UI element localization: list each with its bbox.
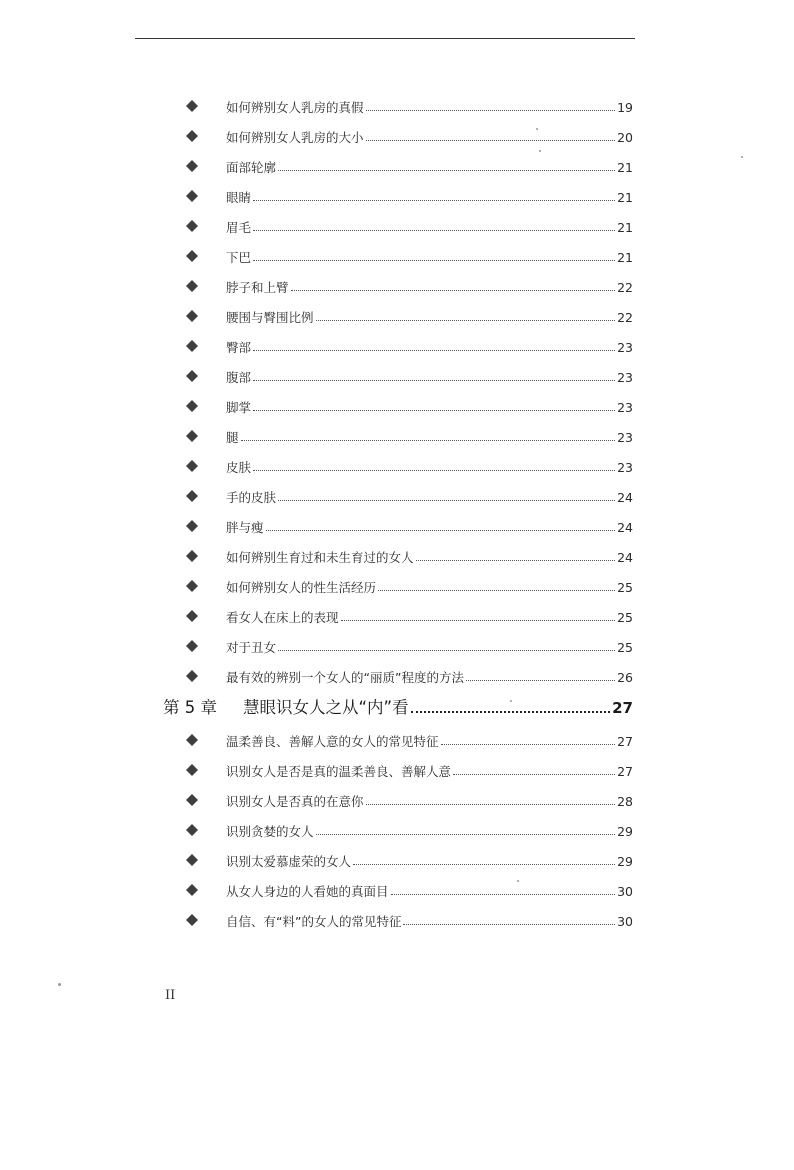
toc-entry-title: 眉毛 (226, 219, 252, 235)
toc-entry-title: 看女人在床上的表现 (226, 609, 339, 625)
dot-leader (253, 200, 615, 201)
toc-entry-page: 21 (617, 249, 633, 265)
toc-entry[interactable] (185, 756, 633, 780)
diamond-bullet-icon (185, 309, 199, 323)
diamond-bullet-icon (185, 189, 199, 203)
toc-entry[interactable] (185, 272, 633, 296)
toc-entry-title: 如何辨别女人乳房的真假 (226, 99, 364, 115)
toc-entry[interactable] (185, 662, 633, 686)
diamond-bullet-icon (185, 249, 199, 263)
dot-leader (453, 774, 615, 775)
toc-entry-page: 25 (617, 639, 633, 655)
toc-entry[interactable] (185, 542, 633, 566)
dot-leader (316, 320, 616, 321)
chapter-number: 第 5 章 (163, 697, 217, 717)
dot-leader (378, 590, 615, 591)
diamond-bullet-icon (185, 669, 199, 683)
dot-leader (416, 560, 616, 561)
toc-entry-page: 29 (617, 823, 633, 839)
diamond-bullet-icon (185, 489, 199, 503)
toc-entry-title: 最有效的辨别一个女人的“丽质”程度的方法 (226, 669, 464, 685)
scan-speck (58, 983, 61, 986)
toc-entry[interactable] (185, 846, 633, 870)
toc-entry[interactable] (185, 482, 633, 506)
diamond-bullet-icon (185, 129, 199, 143)
diamond-bullet-icon (185, 459, 199, 473)
diamond-bullet-icon (185, 853, 199, 867)
header-rule (135, 38, 635, 39)
toc-entry-title: 腰围与臀围比例 (226, 309, 314, 325)
toc-entry-title: 温柔善良、善解人意的女人的常见特征 (226, 733, 439, 749)
toc-entry[interactable] (185, 816, 633, 840)
toc-entry-page: 23 (617, 339, 633, 355)
toc-entry-title: 脖子和上臂 (226, 279, 289, 295)
scan-speck (510, 700, 512, 702)
diamond-bullet-icon (185, 609, 199, 623)
diamond-bullet-icon (185, 913, 199, 927)
toc-entry[interactable] (185, 512, 633, 536)
toc-entry-page: 21 (617, 189, 633, 205)
toc-entry-page: 24 (617, 489, 633, 505)
diamond-bullet-icon (185, 429, 199, 443)
dot-leader (266, 530, 616, 531)
toc-entry[interactable] (185, 602, 633, 626)
toc-entry[interactable] (185, 212, 633, 236)
toc-entry-title: 如何辨别生育过和未生育过的女人 (226, 549, 414, 565)
toc-entry[interactable] (185, 152, 633, 176)
toc-entry-page: 27 (617, 763, 633, 779)
dot-leader (278, 170, 615, 171)
page-folio: II (165, 988, 176, 1003)
dot-leader (278, 500, 615, 501)
toc-entry-title: 眼睛 (226, 189, 252, 205)
toc-entry-page: 21 (617, 219, 633, 235)
toc-entry[interactable] (185, 362, 633, 386)
chapter-heading[interactable] (163, 691, 633, 719)
toc-entry-title: 如何辨别女人乳房的大小 (226, 129, 364, 145)
toc-entry-page: 26 (617, 669, 633, 685)
toc-entry-title: 自信、有“料”的女人的常见特征 (226, 913, 402, 929)
toc-entry[interactable] (185, 422, 633, 446)
toc-entry[interactable] (185, 242, 633, 266)
dot-leader (253, 230, 615, 231)
toc-entry-title: 皮肤 (226, 459, 252, 475)
toc-entry-page: 23 (617, 369, 633, 385)
toc-entry[interactable] (185, 632, 633, 656)
chapter-page: 27 (612, 699, 633, 717)
toc-entry-title: 识别女人是否真的在意你 (226, 793, 364, 809)
toc-entry-title: 从女人身边的人看她的真面目 (226, 883, 389, 899)
toc-entry-title: 脚掌 (226, 399, 252, 415)
dot-leader (253, 350, 615, 351)
toc-entry[interactable] (185, 302, 633, 326)
toc-entry-page: 21 (617, 159, 633, 175)
toc-entry[interactable] (185, 332, 633, 356)
toc-entry-title: 下巴 (226, 249, 252, 265)
dot-leader (366, 140, 616, 141)
dot-leader (291, 290, 616, 291)
dot-leader (366, 804, 616, 805)
toc-entry-page: 19 (617, 99, 633, 115)
toc-entry[interactable] (185, 92, 633, 116)
dot-leader (403, 924, 615, 925)
toc-entry[interactable] (185, 726, 633, 750)
toc-entry[interactable] (185, 122, 633, 146)
scan-speck (741, 156, 743, 158)
dot-leader (441, 744, 616, 745)
toc-entry-page: 24 (617, 519, 633, 535)
dot-leader (411, 711, 611, 713)
toc-entry[interactable] (185, 876, 633, 900)
dot-leader (391, 894, 616, 895)
dot-leader (253, 260, 615, 261)
dot-leader (466, 680, 615, 681)
toc-entry[interactable] (185, 786, 633, 810)
diamond-bullet-icon (185, 823, 199, 837)
toc-entry-page: 22 (617, 279, 633, 295)
dot-leader (253, 380, 615, 381)
diamond-bullet-icon (185, 793, 199, 807)
diamond-bullet-icon (185, 733, 199, 747)
toc-entry-page: 22 (617, 309, 633, 325)
dot-leader (278, 650, 615, 651)
toc-entry-page: 28 (617, 793, 633, 809)
toc-entry-page: 30 (617, 913, 633, 929)
toc-entry-page: 30 (617, 883, 633, 899)
chapter-title: 慧眼识女人之从“内”看 (243, 697, 409, 717)
toc-entry[interactable] (185, 392, 633, 416)
scan-speck (536, 128, 538, 130)
toc-entry-title: 面部轮廓 (226, 159, 277, 175)
toc-entry-page: 23 (617, 459, 633, 475)
toc-entry-title: 对于丑女 (226, 639, 277, 655)
diamond-bullet-icon (185, 519, 199, 533)
diamond-bullet-icon (185, 579, 199, 593)
scan-speck (517, 880, 519, 882)
toc-entry-title: 臀部 (226, 339, 252, 355)
toc-entry-page: 20 (617, 129, 633, 145)
diamond-bullet-icon (185, 159, 199, 173)
toc-entry-title: 胖与瘦 (226, 519, 264, 535)
toc-entry-page: 24 (617, 549, 633, 565)
diamond-bullet-icon (185, 279, 199, 293)
toc-entry-page: 27 (617, 733, 633, 749)
diamond-bullet-icon (185, 99, 199, 113)
diamond-bullet-icon (185, 883, 199, 897)
diamond-bullet-icon (185, 763, 199, 777)
diamond-bullet-icon (185, 219, 199, 233)
diamond-bullet-icon (185, 639, 199, 653)
toc-entry-page: 23 (617, 429, 633, 445)
toc-entry-page: 25 (617, 609, 633, 625)
toc-entry[interactable] (185, 452, 633, 476)
dot-leader (353, 864, 615, 865)
toc-entry-title: 腿 (226, 429, 239, 445)
dot-leader (366, 110, 616, 111)
dot-leader (253, 410, 615, 411)
dot-leader (241, 440, 616, 441)
diamond-bullet-icon (185, 399, 199, 413)
toc-entry[interactable] (185, 572, 633, 596)
toc-entry[interactable] (185, 182, 633, 206)
dot-leader (253, 470, 615, 471)
toc-entry-title: 如何辨别女人的性生活经历 (226, 579, 377, 595)
toc-entry[interactable] (185, 906, 633, 930)
diamond-bullet-icon (185, 339, 199, 353)
toc-entry-page: 25 (617, 579, 633, 595)
diamond-bullet-icon (185, 369, 199, 383)
toc-entry-title: 识别女人是否是真的温柔善良、善解人意 (226, 763, 452, 779)
toc-entry-title: 腹部 (226, 369, 252, 385)
dot-leader (316, 834, 616, 835)
toc-entry-title: 识别太爱慕虚荣的女人 (226, 853, 352, 869)
toc-entry-title: 手的皮肤 (226, 489, 277, 505)
diamond-bullet-icon (185, 549, 199, 563)
toc-entry-page: 29 (617, 853, 633, 869)
toc-entry-page: 23 (617, 399, 633, 415)
scan-speck (539, 150, 541, 152)
toc-entry-title: 识别贪婪的女人 (226, 823, 314, 839)
dot-leader (341, 620, 616, 621)
